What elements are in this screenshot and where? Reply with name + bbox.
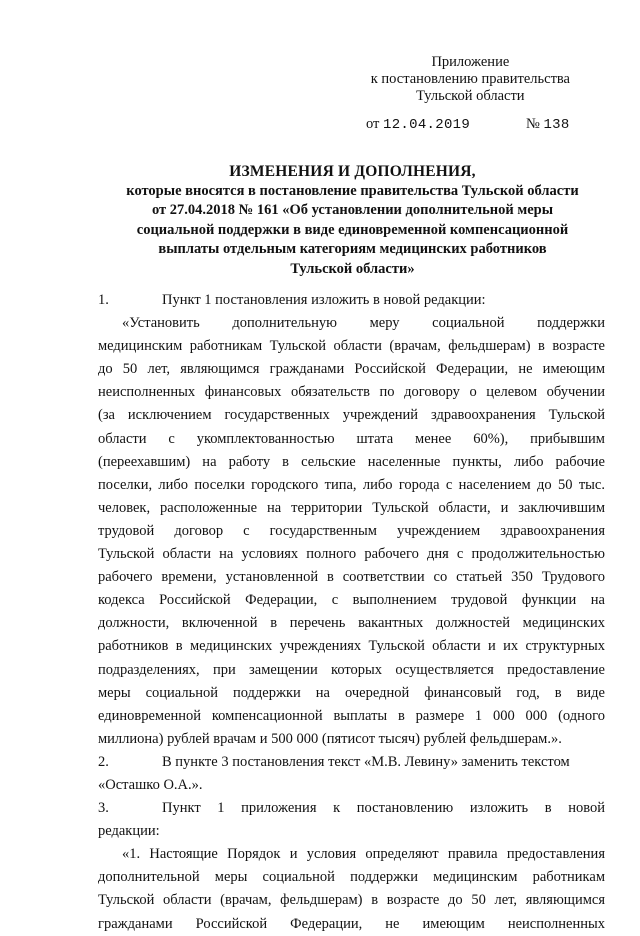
quote-line: «1. Настоящие Порядок и условия определяют правила предоставления bbox=[122, 846, 605, 863]
annex-subtitle: к постановлению правительства bbox=[370, 71, 570, 87]
date-prefix: от bbox=[366, 116, 380, 132]
quote-line: Тульской области на условиях полного рабочего дня с продолжительностью bbox=[98, 546, 605, 563]
document-number-block bbox=[526, 116, 570, 133]
quote-line: единовременной компенсационной выплаты в размере 1 000 000 (одного bbox=[98, 707, 605, 724]
quote-line: поселки, либо поселки городского типа, либо города с населением до 50 тыс. bbox=[98, 476, 605, 493]
quote-line: до 50 лет, являющимся гражданами Российской Федерации, не имеющим bbox=[98, 361, 605, 378]
quote-line: миллиона) рублей врачам и 500 000 (пятисот тысяч) рублей фельдшерам.». bbox=[98, 730, 562, 747]
item-number: 3. bbox=[98, 800, 109, 817]
quote-line: должности, включенной в перечень вакантных должностей медицинских bbox=[98, 615, 605, 632]
quote-line: «Установить дополнительную меру социальной поддержки bbox=[122, 315, 605, 332]
annex-title: Приложение bbox=[431, 54, 510, 70]
annex-region: Тульской области bbox=[416, 88, 525, 104]
quote-line: работников в медицинских учреждениях Тульской области и их структурных bbox=[98, 638, 605, 655]
title-line: выплаты отдельным категориям медицинских работников bbox=[158, 241, 547, 258]
quote-line: медицинским работникам Тульской области (врачам, фельдшерам) в возрасте bbox=[98, 338, 605, 355]
quote-line: гражданами Российской Федерации, не имеющим неисполненных bbox=[98, 915, 605, 932]
item-1-heading bbox=[98, 289, 605, 312]
title-line: социальной поддержки в виде единовременной компенсационной bbox=[136, 221, 569, 238]
quote-line: меры социальной поддержки на очередной финансовый год, в виде bbox=[98, 684, 605, 701]
item-number: 2. bbox=[98, 753, 109, 770]
document-dateline bbox=[366, 116, 570, 133]
item-2-heading bbox=[98, 751, 605, 774]
item-text: Пункт 1 постановления изложить в новой редакции: bbox=[162, 292, 486, 308]
annex-header bbox=[371, 54, 570, 105]
title-line: от 27.04.2018 № 161 «Об установлении дополнительной меры bbox=[151, 202, 554, 219]
quote-line: (переехавшим) на работу в сельские населенные пункты, либо рабочие bbox=[98, 453, 605, 470]
quote-line: Тульской области (врачам, фельдшерам) в возрасте до 50 лет, являющимся bbox=[98, 892, 605, 909]
item-text: В пункте 3 постановления текст «М.В. Левину» заменить текстом bbox=[162, 753, 570, 770]
item-text: Пункт 1 приложения к постановлению изложить в новой bbox=[162, 800, 605, 817]
quote-line: области с укомплектованностью штата менее 60%), прибывшим bbox=[98, 430, 605, 447]
item-number: 1. bbox=[98, 292, 109, 308]
document-date: 12.04.2019 bbox=[383, 117, 471, 133]
quote-line: (за исключением государственных учреждений здравоохранения Тульской bbox=[98, 407, 605, 424]
title-line: которые вносятся в постановление правительства Тульской области bbox=[126, 182, 579, 199]
document-number: 138 bbox=[543, 117, 570, 133]
quote-line: кодекса Российской Федерации, с выполнением трудовой функции на bbox=[98, 592, 605, 609]
quote-line: трудовой договор с государственным учреждением здравоохранения bbox=[98, 522, 605, 539]
number-label: № bbox=[526, 116, 540, 132]
item-3-continuation: редакции: bbox=[98, 823, 160, 840]
quote-line: подразделениях, при замещении которых осуществляется предоставление bbox=[98, 661, 605, 678]
title-line: Тульской области» bbox=[290, 260, 415, 277]
quote-line: дополнительной меры социальной поддержки медицинским работникам bbox=[98, 869, 605, 886]
document-title bbox=[100, 162, 605, 280]
quote-line: неисполненных финансовых обязательств по договору о целевом обучении bbox=[98, 384, 605, 401]
quote-line: рабочего времени, установленной в соответствии со статьей 350 Трудового bbox=[98, 569, 605, 586]
item-3-heading bbox=[98, 797, 605, 820]
item-2-continuation: «Осташко О.А.». bbox=[98, 776, 203, 793]
document-body bbox=[98, 289, 605, 936]
quote-line: человек, расположенные на территории Тульской области, и заключившим bbox=[98, 499, 605, 516]
title-heading: ИЗМЕНЕНИЯ И ДОПОЛНЕНИЯ, bbox=[229, 163, 476, 180]
